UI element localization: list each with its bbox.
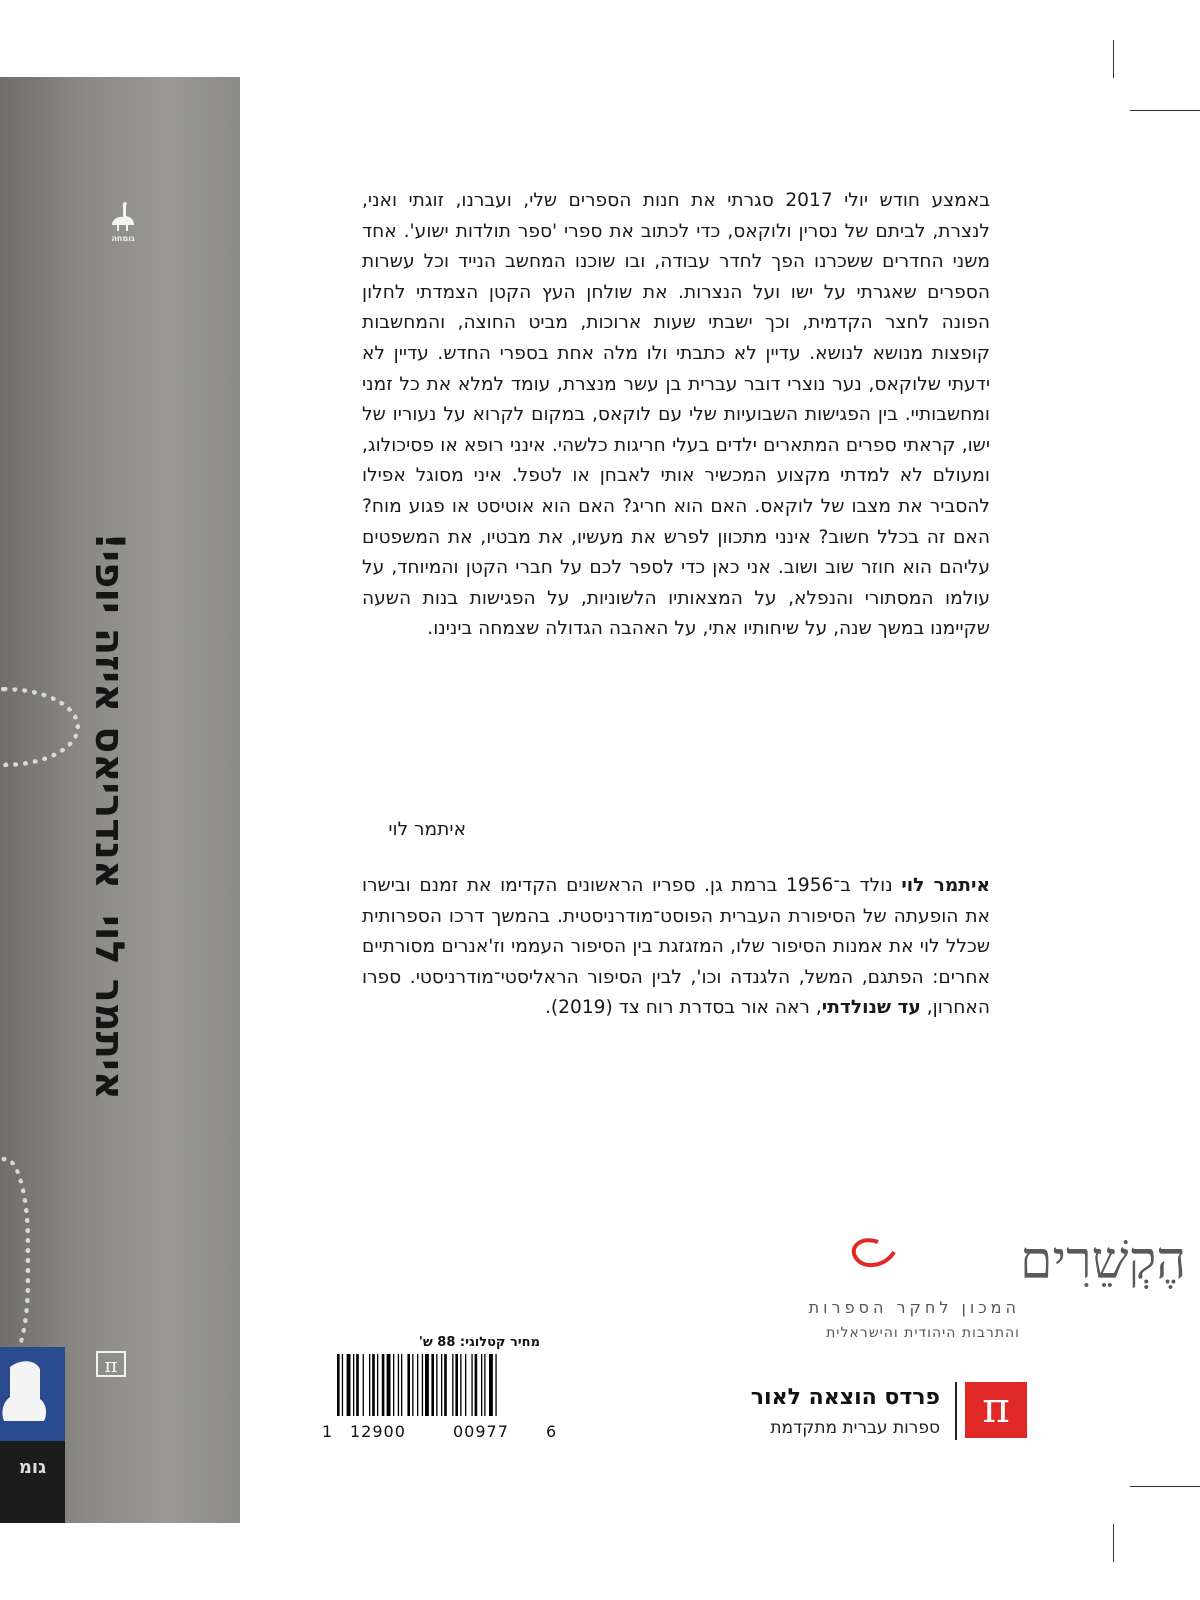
- barcode-group-1: 12900: [350, 1422, 406, 1441]
- spine-author: איתמר לוי: [86, 915, 132, 1100]
- heksherim-logo-text: הֶקְשֵׁרִים: [1020, 1231, 1187, 1291]
- book-spine: [0, 77, 240, 1523]
- barcode-bar: [455, 1354, 458, 1416]
- crop-mark: [1130, 1486, 1200, 1487]
- barcode-bar: [460, 1354, 461, 1416]
- pardes-pi-logo: π: [965, 1382, 1027, 1438]
- barcode-bar: [441, 1354, 442, 1416]
- barcode-bar: [471, 1354, 472, 1416]
- publisher-name: פרדס הוצאה לאור: [750, 1385, 940, 1410]
- crop-mark: [1113, 40, 1114, 78]
- spine-title: [86, 532, 132, 1100]
- barcode-bar: [407, 1354, 410, 1416]
- heksherim-red-stroke-icon: [854, 1240, 894, 1265]
- bio-text-1: נולד ב־1956 ברמת גן. ספריו הראשונים הקדימו את זמנם ובישרו את הופעתה של הסיפורת העברית הפוסט־מודרניסטית. בהמשך דרכו הספרותית שכלל לוי את אמנות הסיפור שלו, המזגזגת בין הסיפור העממי וז'אנרים מסורתיים אחרים: הפתגם, המשל, הלגנדה וכו', לבין הסיפור הראליסטי־מודרניסטי. ספרו האחרון,: [362, 875, 990, 1019]
- barcode-bar: [377, 1354, 378, 1416]
- bio-text-2: , ראה אור בסדרת רוח צד (2019).: [544, 997, 822, 1019]
- barcode-digit-right: 6: [546, 1422, 557, 1441]
- publisher-subtitle: ספרות עברית מתקדמת: [770, 1418, 940, 1438]
- blurb-text: [362, 186, 990, 645]
- bio-author-name: איתמר לוי: [901, 875, 990, 896]
- barcode-bar: [422, 1354, 423, 1416]
- barcode-digit-left: 1: [322, 1422, 333, 1441]
- barcode-bar: [489, 1354, 493, 1416]
- spine-book-title: אנדריאס איזה יופי!: [86, 532, 132, 890]
- spine-blue-band: [0, 1347, 65, 1441]
- barcode-bar: [484, 1354, 485, 1416]
- barcode-bar: [398, 1354, 399, 1416]
- barcode-bar: [387, 1354, 391, 1416]
- barcode-bar: [412, 1354, 413, 1416]
- barcode-bar: [436, 1354, 437, 1416]
- barcode-bar: [425, 1354, 429, 1416]
- catalog-price: מחיר קטלוגי: 88 ש': [418, 1335, 540, 1350]
- blurb-signature: איתמר לוי: [388, 819, 466, 840]
- barcode-bar: [452, 1354, 453, 1416]
- publisher-divider: [955, 1382, 957, 1440]
- barcode-bar: [481, 1354, 482, 1416]
- chain-photo: [0, 687, 80, 767]
- spine-pi-icon: π: [96, 1351, 126, 1377]
- barcode-bar: [393, 1354, 394, 1416]
- barcode-bar: [347, 1354, 351, 1416]
- barcode: [335, 1354, 560, 1416]
- institute-name-line1: המכון לחקר הספרות: [808, 1298, 1020, 1317]
- barcode-bar: [363, 1354, 364, 1416]
- author-bio: [362, 871, 990, 1024]
- crop-mark: [1113, 1524, 1114, 1562]
- barcode-bar: [475, 1354, 478, 1416]
- barcode-group-2: 00977: [453, 1422, 509, 1441]
- spine-dark-band: גומ: [0, 1441, 65, 1523]
- spine-publisher-text: גומחה: [111, 234, 135, 243]
- barcode-bar: [356, 1354, 359, 1416]
- barcode-bar: [401, 1354, 402, 1416]
- institute-name-line2: והתרבות היהודית והישראלית: [826, 1325, 1020, 1341]
- barcode-bar: [342, 1354, 343, 1416]
- barcode-bar: [465, 1354, 466, 1416]
- chain-photo: [0, 1157, 30, 1367]
- bio-book-title: עד שנולדתי: [821, 997, 921, 1019]
- barcode-bar: [353, 1354, 354, 1416]
- crop-mark: [1130, 110, 1200, 111]
- barcode-bar: [444, 1354, 447, 1416]
- blurb-paragraph: באמצע חודש יולי 2017 סגרתי את חנות הספרים שלי, ועברנו, זוגתי ואני, לנצרת, לביתם של נסרין ולוקאס, כדי לכתוב את ספרי 'ספר תולדות ישוע'. אחד משני החדרים ששכרנו הפך לחדר עבודה, ובו שוכנו המחשב הנייד וכל עשרות הספרים שאגרתי על ישו ועל הנצרות. את שולחן העץ הקטן הצמדתי לחלון הפונה לחצר הקדמית, וכך ישבתי שעות ארוכות, מביט החוצה, והמחשבות קופצות מנושא לנושא. עדיין לא כתבתי ולו מלה אחת בספרי החדש. עדיין לא ידעתי שלוקאס, נער נוצרי דובר עברית בן עשר מנצרת, עומד למלא את כל זמני ומחשבותיי. בין הפגישות השבועיות שלי עם לוקאס, במקום לקרוא על נעוריו של ישו, קראתי ספרים המתארים ילדים בעלי חריגות כלשהי. אינני רופא או פסיכולוג, ומעולם לא למדתי מקצוע המכשיר אותי לאבחן או לטפל. איני מסוגל אפילו להסביר את מצבו של לוקאס. האם הוא חריג? האם הוא אוטיסט או פגוע מוח? האם זה בכלל חשוב? אינני מתכוון לפרש את מעשיו, את מבטיו, את המשפטים עליהם הוא חוזר שוב ושוב. אני כאן כדי לספר לכם על חברי הקטן והמיוחד, על עולמו המסתורי והנפלא, על המצאותיו הלשוניות, על הפגישות בנות השעה שקיימנו במשך שנה, על שיחותיו אתי, על האהבה הגדולה שצמחה בינינו.: [362, 190, 991, 640]
- barcode-bar: [495, 1354, 496, 1416]
- barcode-bar: [369, 1354, 370, 1416]
- ostrich-logo-icon: [106, 198, 140, 232]
- barcode-bar: [337, 1354, 340, 1416]
- barcode-bar: [431, 1354, 434, 1416]
- barcode-bar: [382, 1354, 385, 1416]
- ostrich-logo-icon: [0, 1347, 65, 1441]
- barcode-bar: [417, 1354, 418, 1416]
- heksherim-logo: [778, 1220, 1187, 1292]
- barcode-bar: [372, 1354, 375, 1416]
